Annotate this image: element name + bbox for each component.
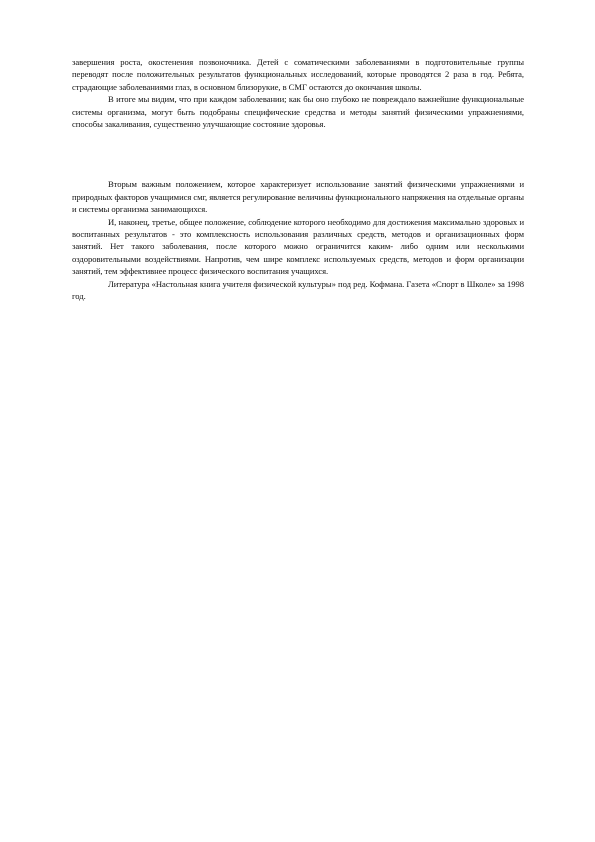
paragraph-literature: Литература «Настольная книга учителя физической культуры» под ред. Кофмана. Газета «Спорт в Школе» за 1998 год. bbox=[72, 278, 524, 302]
paragraph-growth-completion: завершения роста, окостенения позвоночника. Детей с соматическими заболеваниями в подготовительные группы переводят после положительных результатов функциональных исследований, которые проводятся 2 раза в год. Ребята, страдающие заболеваниями глаз, в основном близорукие, в СМГ остаются до окончания школы. bbox=[72, 57, 524, 92]
paragraph-third-principle: И, наконец, третье, общее положение, соблюдение которого необходимо для достижения максимально здоровых и воспитанных результатов - это комплексность использования различных средств, методов и организационных форм занятий. Нет такого заболевания, после которого можно ограничится каким- либо одним или несколькими оздоровительными воздействиями. Напротив, чем шире комплекс используемых средств, методов и форм организации занятий, тем эффективнее процесс физического воспитания учащихся. bbox=[72, 216, 524, 277]
blank-space bbox=[72, 130, 524, 178]
paragraph-conclusion: В итоге мы видим, что при каждом заболевании; как бы оно глубоко не повреждало важнейшие функциональные системы организма, могут быть подобраны специфические средства и методы занятий физическими упражнениями, способы закаливания, существенно улучшающие состояние здоровья. bbox=[72, 94, 524, 130]
document-page bbox=[72, 56, 524, 303]
paragraph-second-principle: Вторым важным положением, которое характеризует использование занятий физическими упражнениями и природных факторов учащимися смг, является регулирование величины функционального напряжения на отдельные органы и системы организма занимающихся. bbox=[72, 179, 524, 215]
